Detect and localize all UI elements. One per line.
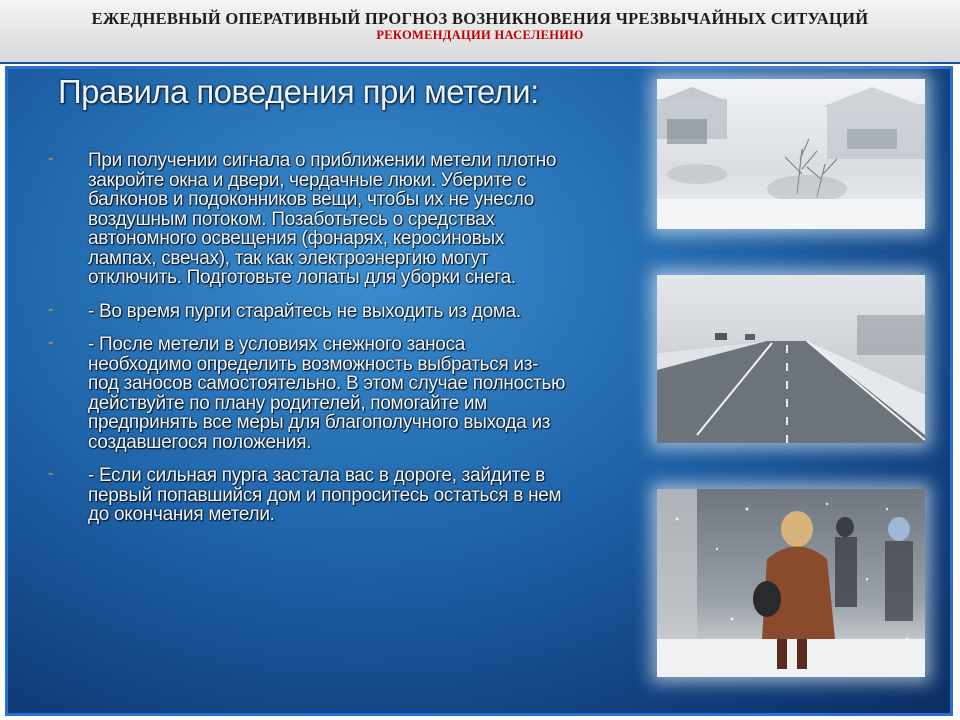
- bullet-text: - Во время пурги старайтесь не выходить из дома.: [88, 300, 521, 322]
- photo-snowy-road: [657, 275, 925, 443]
- page-header: [0, 0, 960, 64]
- bullet-marker: -: [48, 465, 54, 482]
- bullet-marker: -: [48, 150, 54, 167]
- bullet-item: [48, 335, 568, 452]
- bullet-item: [48, 302, 568, 322]
- bullet-marker: -: [48, 300, 54, 318]
- slide-title: Правила поведения при метели:: [58, 73, 539, 110]
- photo-snowstorm-village: [657, 79, 925, 229]
- bullet-item: [48, 466, 568, 525]
- bullet-text: При получении сигнала о приближении метели плотно закройте окна и двери, чердачные люки. Уберите с балконов и подоконников вещи, чтобы их не унесло воздушным потоком. Позаботьтесь о средствах автономного освещения (фонарях, керосиновых лампах, свечах), так как электроэнергию могут отключить. Подготовьте лопаты для уборки снега.: [88, 150, 557, 288]
- bullet-item: [48, 151, 568, 288]
- bullet-marker: -: [48, 334, 54, 351]
- header-title: ЕЖЕДНЕВНЫЙ ОПЕРАТИВНЫЙ ПРОГНОЗ ВОЗНИКНОВЕНИЯ ЧРЕЗВЫЧАЙНЫХ СИТУАЦИЙ: [91, 9, 869, 28]
- header-subtitle: РЕКОМЕНДАЦИИ НАСЕЛЕНИЮ: [376, 28, 584, 42]
- bullet-text: - После метели в условиях снежного заноса необходимо определить возможность выбраться из-под заносов самостоятельно. В этом случае полностью действуйте по плану родителей, помогайте им предпринять все меры для благополучного выхода из создавшегося положения.: [88, 334, 566, 453]
- photo-people-in-blizzard: [657, 489, 925, 677]
- bullet-text: - Если сильная пурга застала вас в дороге, зайдите в первый попавшийся дом и попроситесь остаться в нем до окончания метели.: [88, 465, 562, 525]
- bullet-list: [48, 151, 568, 539]
- slide-panel: [5, 66, 953, 716]
